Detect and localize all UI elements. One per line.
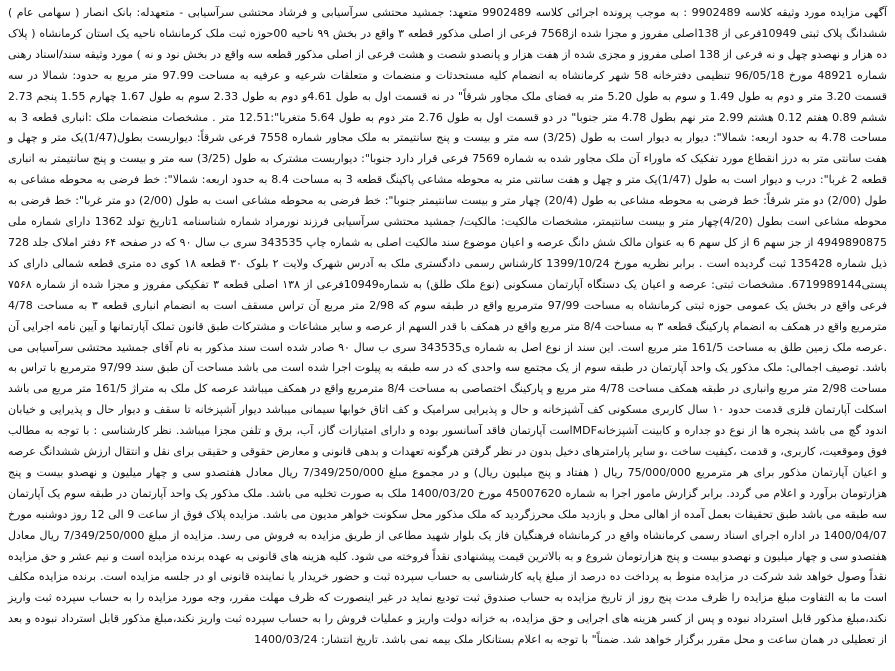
- auction-notice-text: آگهی مزایده مورد وثیقه کلاسه 9902489 : به موجب پرونده اجرائی کلاسه 9902489 متعهد: جمشید محتشی سرآسیابی و فرشاد محتشی سرآسیابی - متعهدله: بانک انصار ( سهامی عام ) ششدانگ پلاک ثبتی 10949فرعی از 138اصلی مفروز و مجزا شده از7568 فرعی از اصلی مذکور قطعه ۳ واقع در بخش ۹۹ ناحیه 00حوزه ثبت ملک کرمانشاه ناحیه یک استان کرمانشاه ( پلاک ده هزار و نهصدو چهل و نه فرعی از 138 اصلی مفروز و مجزی شده از هفت هزار و پانصدو شصت و هشت فرعی از اصلی مذکور قطعه سه واقع در بخش نود و نه ) مورد وثیقه سند/اسناد رهنی شماره 48921 مورخ 96/05/18 تنظیمی دفترخانه 58 شهر کرمانشاه به انضمام کلیه مستحدثات و منضمات و متعلقات شرعیه و عرفیه به مساحت 97.99 متر مربع به حدود: شمالا در سه قسمت 3.20 متر و دوم به طول 1.49 و سوم به طول 5.20 متر به فضای ملک مجاور شرقاً" در نه قسمت اول به طول 4.61و دوم به طول 2.33 سوم به طول 1.67 چهارم 1.55 پنجم 2.73 ششم 0.89 هفتم 0.12 هشتم 2.99 متر نهم بطول 4.78 متر جنوبا" در دو قسمت اول به طول 2.76 متر دوم به طول 5.64 متغربا":12.51 متر . مشخصات منضمات ملک :انباری قطعه 3 به مساحت 4.78 به حدود اربعه: شمالا": دیوار به دیوار است به طول (3/25) سه متر و بیست و پنج سانتیمتر به ملک مجاور شماره 7558 فرعی شرقاً: دیواربست بطول(1/47)یک متر و چهل و هفت سانتی متر به درز انقطاع مورد تفکیک که ماوراء آن ملک مجاور شده به شماره 7569 فرعی قرار دارد جنوبا": دیواربست مشترک به طول (3/25) سه متر و بیست و پنج سانتیمتر به انباری قطعه 2 غربا": درب و دیوار است به طول (1/47)یک متر و چهل و هفت سانتی متر به محوطه مشاعی پاکینگ قطعه 3 به مساحت 8.4 به حدود اربعه: شمالا": خط فرضی به محوطه مشاعی به طول (2/00) دو متر شرقاً: خط فرضی به محوطه مشاعی به طول (20/4) چهار متر و بیست سانتیمتر جنوبا": خط فرضی به محوطه مشاعی است به طول (2/00) دو متر غربا": خط فرضی به محوطه مشاعی است بطول (4/20)چهار متر و بیست سانتیمتر، مشخصات مالکیت: مالکیت/ جمشید محتشی سرآسیابی فرزند نورمراد شماره شناسنامه 1تاریخ تولد 1362 دارای شماره ملی 4949890875 از جز سهم 6 از کل سهم 6 به عنوان مالک شش دانگ عرصه و اعیان موضوع سند مالکیت اصلی به شماره چاپ 343535 سری ب سال ۹۰ که در صفحه ۶۴ دفتر املاک جلد 728 ذیل شماره 135428 ثبت گردیده است . برابر نظریه مورخ 1399/10/24 کارشناس رسمی دادگستری ملک به آدرس شهرک ولایت ۲ بلوک ۳۰ قطعه ۱۸ کوی ده متری قطعه شمالی دارای کد پستی6719989144. مشخصات ثبتی: عرصه و اعیان یک دستگاه آپارتمان مسکونی (نوع ملک طلق) به شماره10949فرعی از ۱۳۸ اصلی قطعه ۳ تفکیکی مفروز و مجزا شده از شماره ۷۵۶۸ فرعی واقع در بخش یک عمومی حوزه ثبتی کرمانشاه به مساحت 97/99 مترمربع واقع در طبقه سوم که 2/98 متر مربع آن تراس مسقف است به انضمام انباری قطعه ۳ به مساحت 4/78 مترمربع واقع در همکف به انضمام پارکینگ قطعه ۳ به مساحت 8/4 متر مربع واقع در همکف با قدر السهم از عرصه و سایر مشاعات و مشترکات طبق قانون تملک آپارتمانها و آیین نامه اجرایی آن .عرصه ملک زمین طلق به مساحت 161/5 متر مربع است. این سند از نوع اصل به شماره ی343535 سری ب سال ۹۰ صادر شده است سند مذکور به نام آقای جمشید محتشی سرآسیابی می باشد. توصیف اجمالی: ملک مذکور یک واحد آپارتمان در طبقه سوم از یک مجتمع سه واحدی که در سه طبقه به پیلوت اجرا شده است می باشد مساحت آن طبق سند 97/99 مترمربع با تراس به مساحت 2/98 متر مربع وانباری در طبقه همکف مساحت 4/78 متر مربع و پارکینگ اختصاصی به مساحت 8/4 مترمربع واقع در همکف میباشد عرصه کل ملک به متراژ 161/5 متر مربع می باشد اسکلت آپارتمان فلزی قدمت حدود ۱۰ سال کاربری مسکونی کف آشپزخانه و حال و پذیرایی سرامیک و کف اتاق خوابها سیمانی میباشد دیوار آشپزخانه تا سقف و دیوار حال و پذیرایی و خیابان اندود گچ می باشد پنجره ها از نوع دو جداره و کابینت آشپزخانهMDFاست آپارتمان فاقد آسانسور بوده و دارای امتیازات گاز، آب، برق و تلفن مجزا میباشد. نظر کارشناسی : با توجه به مطالب فوق وموقعیت، کاربری، و قدمت ،کیفیت ساخت ،و سایر پارامترهای دخیل بدون در نظر گرفتن هرگونه تعهدات و بدهی قانونی و معارض حقوقی و حقیقی برای نقل و انتقال ارزش ششدانگ عرصه و اعیان آپارتمان مذکور برای هر مترمربع 75/000/000 ریال ( هفتاد و پنج میلیون ریال) و در مجموع مبلغ 7/349/250/000 ریال معادل هفتصدو سی و چهار میلیون و نهصدو بیست و پنج هزارتومان برآورد و اعلام می گردد. برابر گزارش مامور اجرا به شماره 45007620 مورخ 1400/03/20 ملک به صورت تخلیه می باشد. ملک مذکور یک واحد آپارتمان در طبقه سوم یک آپارتمان سه طبقه می باشد طبق تحقیقات بعمل آمده از اهالی محل و بازدید ملک محرزگردید که ملک مذکور محل سکونت خواهر مدیون می باشد. مزایده پلاک فوق از ساعت 9 الی 12 روز دوشنبه مورخ 1400/04/07 در اداره اجرای اسناد رسمی کرمانشاه واقع در کرمانشاه فرهنگیان فاز یک بلوار شهید مطاعی از طریق مزایده به فروش می رسد. مزایده از مبلغ 7/349/250/000 ریال معادل هفتصدو سی و چهار میلیون و نهصدو بیست و پنج هزارتومان شروع و به بالاترین قیمت پیشنهادی نقداً فروخته می شود. کلیه هزینه های قانونی به عهده برنده مزایده است و نیم عشر و حق مزایده نقداً وصول خواهد شد شرکت در مزایده منوط به پرداخت ده درصد از مبلغ پایه کارشناسی به حساب سپرده ثبت و حضور خریدار یا نماینده قانونی او در جلسه مزایده است. برنده مزایده مکلف است ما به التفاوت مبلغ مزایده را ظرف مدت پنج روز از تاریخ مزایده به حساب صندوق ثبت تودیع نماید در غیر اینصورت که ظرف مهلت مقرر، وجه مورد مزایده را به حساب سپرده ثبت واریز نکند،مبلغ مذکور قابل استرداد نبوده و پس از کسر هزینه های اجرایی و حق مزایده، به خزانه دولت واریز و عملیات فروش را به حساب سپرده ثبت واریز نکند،مبلغ مذکور قابل استرداد نبوده و بعد از تعطیلی در همان ساعت و محل مقرر برگزار خواهد شد. ضمناً" با توجه به اعلام بستانکار ملک بیمه نمی باشد. تاریخ انتشار: 1400/03/24: [8, 6, 888, 647]
